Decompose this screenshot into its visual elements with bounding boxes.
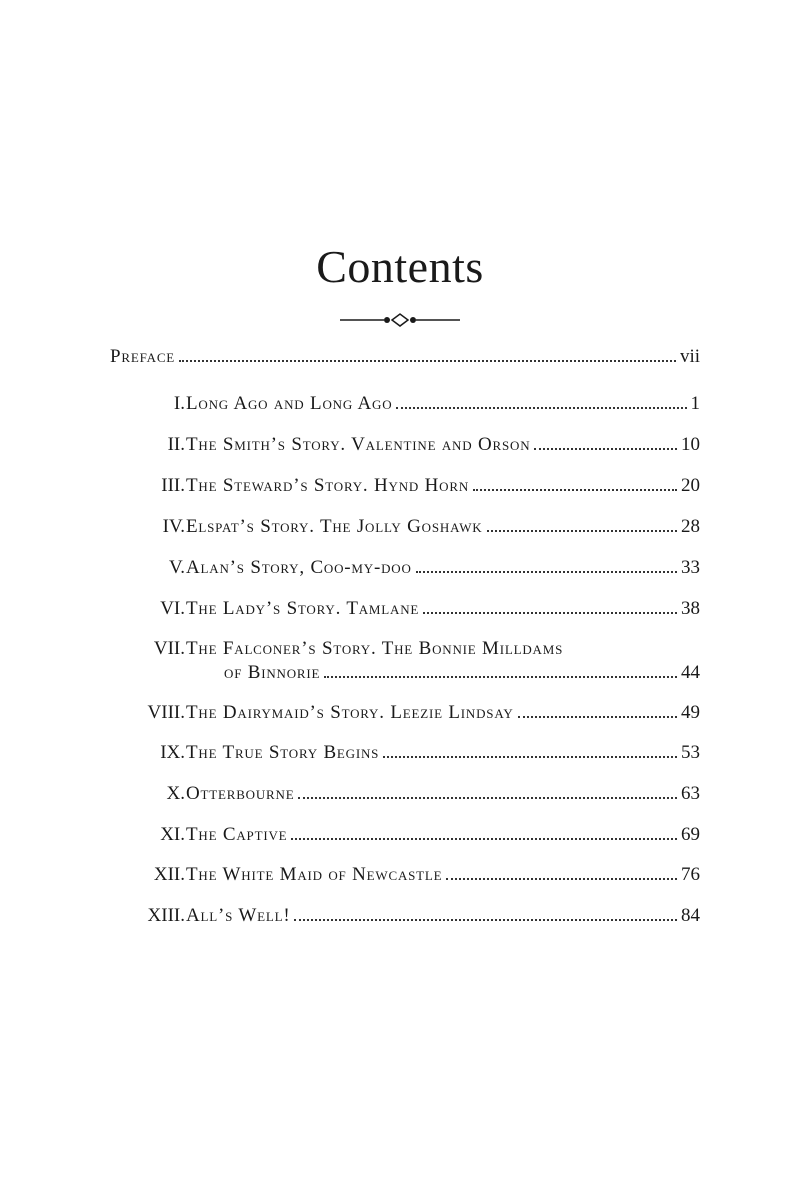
dot-leader	[298, 796, 677, 799]
dot-leader	[423, 611, 677, 614]
toc-entry-page: 28	[681, 516, 700, 537]
toc-entry-page: 76	[681, 864, 700, 885]
toc-entry-page: 44	[681, 662, 700, 683]
chapter-number: XI.	[160, 824, 185, 845]
chapter-number: IX.	[160, 742, 185, 763]
toc-entry-preface[interactable]	[110, 345, 700, 369]
dot-leader	[324, 675, 677, 678]
toc-entry-title: The True Story Begins	[186, 742, 380, 763]
toc-entry-title: The Smith’s Story. Valentine and Orson	[186, 434, 531, 455]
chapter-number: VI.	[160, 598, 185, 619]
chapter-number: XIII.	[147, 905, 185, 926]
toc-entry-title: Alan’s Story, Coo-my-doo	[186, 557, 412, 578]
dot-leader	[383, 755, 677, 758]
toc-entry-title: The Captive	[186, 824, 288, 845]
toc-entry-title: The Falconer’s Story. The Bonnie Milldams	[186, 638, 564, 659]
toc-entry-title: The White Maid of Newcastle	[186, 864, 443, 885]
toc-entry[interactable]	[110, 741, 700, 765]
dot-leader	[294, 918, 677, 921]
toc-entry-page: 69	[681, 824, 700, 845]
toc-entry[interactable]	[110, 515, 700, 539]
dot-leader	[534, 447, 677, 450]
dot-leader	[518, 715, 677, 718]
toc-entry-page: 10	[681, 434, 700, 455]
toc-entry[interactable]	[110, 433, 700, 457]
chapter-number: XII.	[153, 864, 185, 885]
toc-entry-title: The Dairymaid’s Story. Leezie Lindsay	[186, 702, 514, 723]
toc-entry-title-continued: of Binnorie	[224, 662, 321, 683]
dot-leader	[179, 359, 676, 362]
chapter-number: X.	[166, 783, 185, 804]
chapter-number: III.	[161, 475, 185, 496]
toc-entry-title: Otterbourne	[186, 783, 295, 804]
toc-entry[interactable]	[110, 863, 700, 887]
dot-leader	[487, 529, 678, 532]
chapter-number: VIII.	[147, 702, 185, 723]
toc-entry-page: 33	[681, 557, 700, 578]
toc-entry[interactable]	[110, 556, 700, 580]
page-title: Contents	[316, 241, 484, 292]
toc-entry-page: 38	[681, 598, 700, 619]
toc-entry-page: vii	[679, 346, 700, 367]
toc-entry-title: Elspat’s Story. The Jolly Goshawk	[186, 516, 483, 537]
toc-entry[interactable]	[110, 782, 700, 806]
toc-entry[interactable]	[110, 474, 700, 498]
dot-leader	[446, 877, 677, 880]
toc-entry-page: 53	[681, 742, 700, 763]
toc-entry-page: 84	[681, 905, 700, 926]
toc-entry-page: 1	[690, 393, 700, 414]
toc-entry[interactable]	[110, 637, 700, 685]
toc-entry[interactable]	[110, 392, 700, 416]
dot-leader	[396, 406, 686, 409]
chapter-number: II.	[167, 434, 185, 455]
toc-entry-page: 49	[681, 702, 700, 723]
chapter-number: V.	[168, 557, 185, 578]
toc-entry-title: The Steward’s Story. Hynd Horn	[186, 475, 470, 496]
toc-entry-page: 63	[681, 783, 700, 804]
chapter-number: VII.	[153, 638, 185, 659]
chapter-number: I.	[173, 393, 185, 414]
toc-entry-title: All’s Well!	[186, 905, 291, 926]
scroll-divider-ornament-icon	[340, 310, 460, 330]
chapter-number: IV.	[162, 516, 185, 537]
toc-entry[interactable]	[110, 823, 700, 847]
toc-entry[interactable]	[110, 904, 700, 928]
toc-entry-title: Long Ago and Long Ago	[186, 393, 393, 414]
toc-entry-title: Preface	[110, 346, 176, 367]
toc-entry-page: 20	[681, 475, 700, 496]
dot-leader	[416, 570, 677, 573]
dot-leader	[473, 488, 677, 491]
toc-entry[interactable]	[110, 701, 700, 725]
toc-entry[interactable]	[110, 597, 700, 621]
toc-entry-title: The Lady’s Story. Tamlane	[186, 598, 420, 619]
dot-leader	[291, 837, 677, 840]
